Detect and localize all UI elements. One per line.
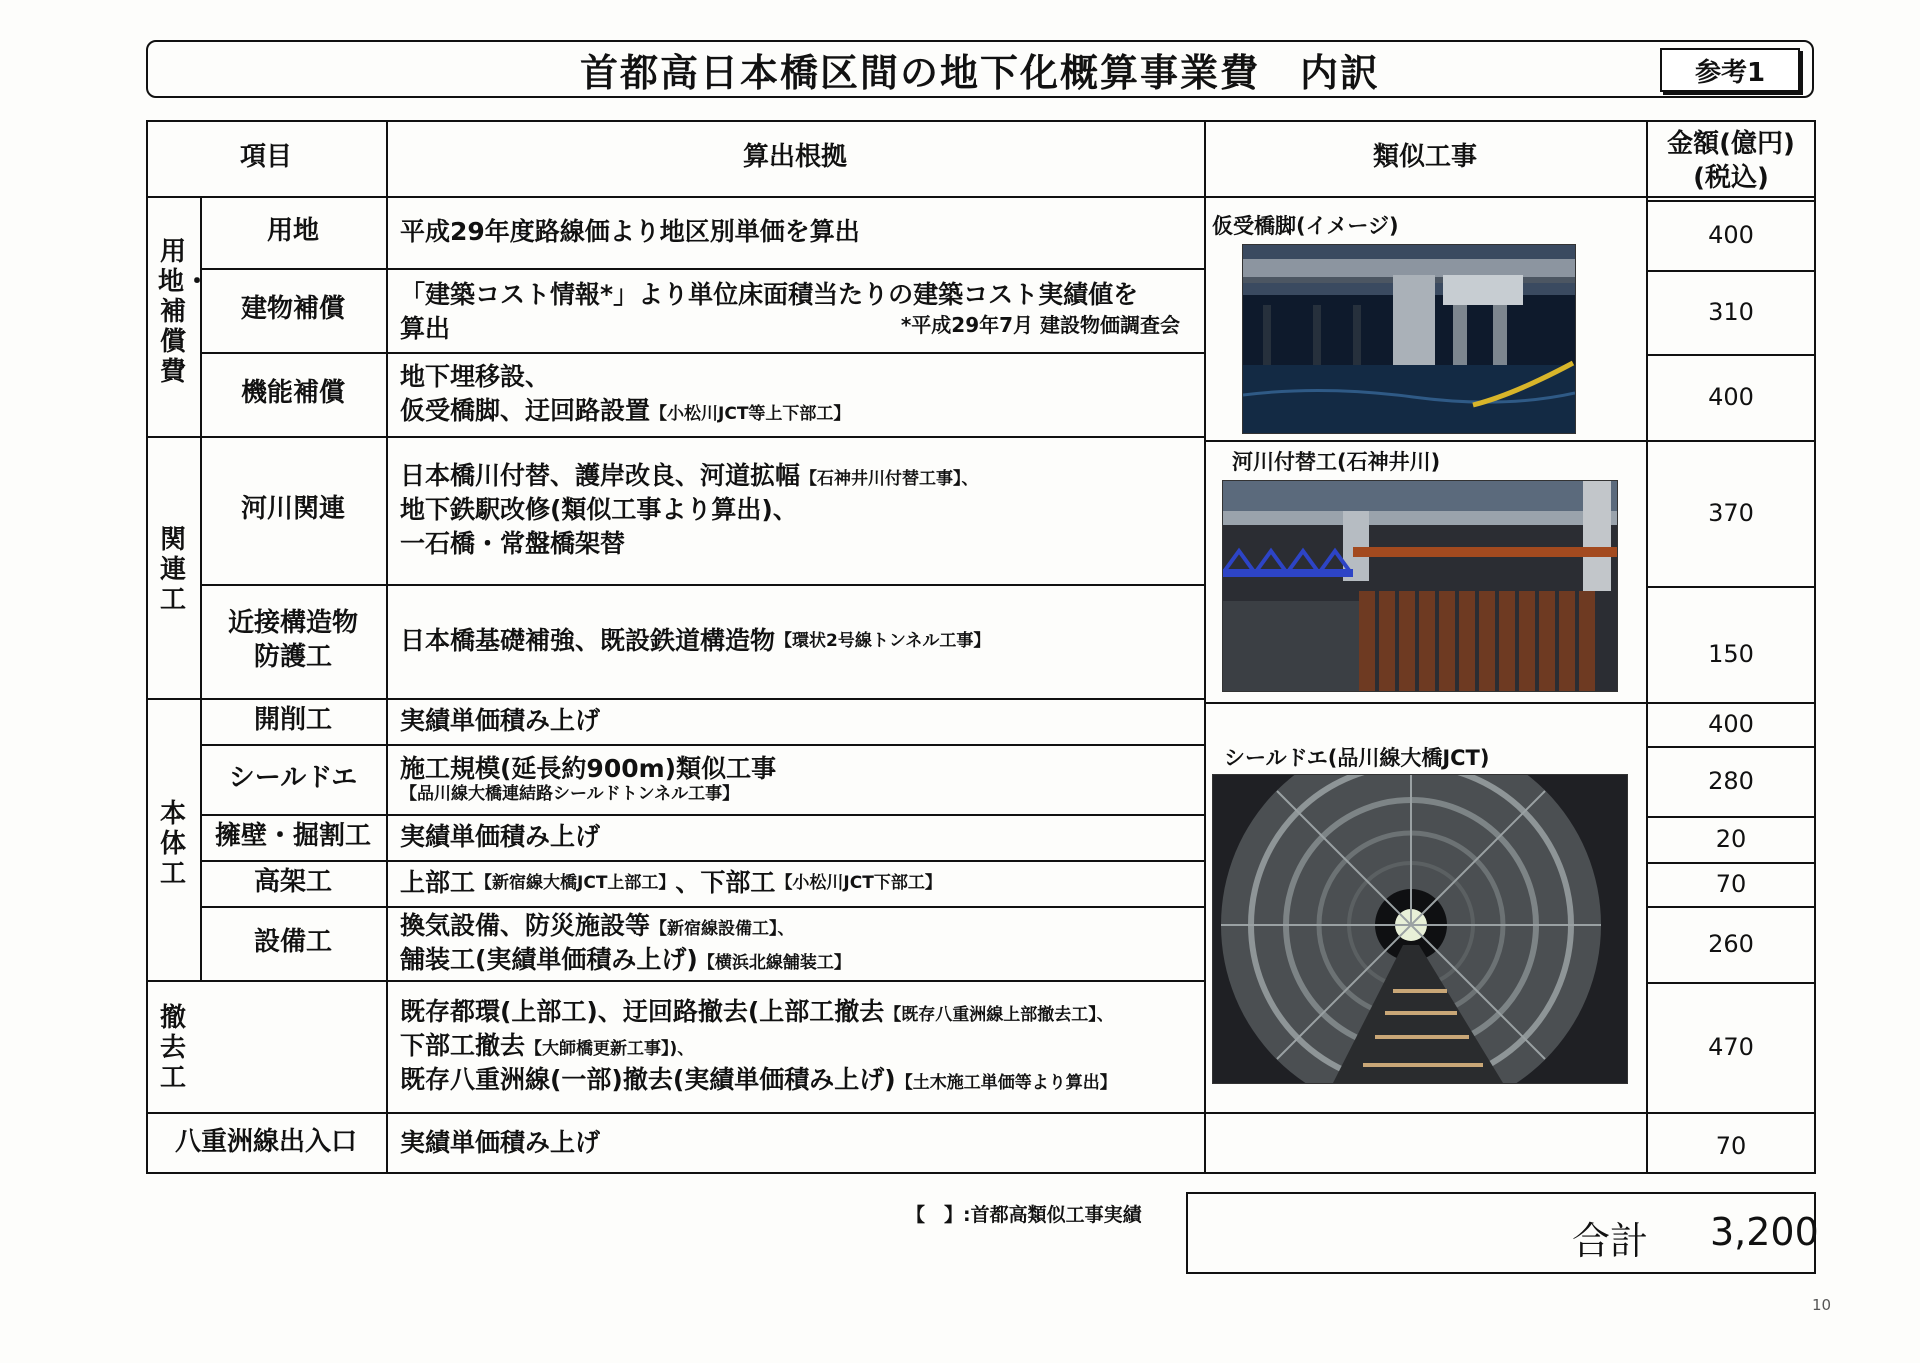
photo-caption: シールドエ(品川線大橋JCT) [1224, 742, 1489, 772]
item-label: 八重洲線出入口 [174, 1127, 357, 1158]
group-removal-works: 撤去工 [159, 1003, 186, 1093]
basis-line-wrap [400, 459, 979, 493]
item-label-line: 近接構造物 [227, 608, 358, 639]
photo-caption: 河川付替工(石神井川) [1232, 446, 1440, 476]
basis-text [386, 980, 1204, 1112]
basis-reference: 【新宿線大橋JCT上部工】 [475, 872, 676, 893]
group-related-works: 関連工 [159, 525, 186, 615]
basis-reference: 【品川線大橋連結路シールドトンネル工事】 [400, 784, 740, 804]
basis-line: 下部工撤去 [400, 1031, 526, 1061]
basis-line: 既存都環(上部工)、迂回路撤去(上部工撤去 [400, 997, 885, 1027]
basis-line: 舗装工(実績単価積み上げ) [400, 945, 698, 974]
shield-tunnel-photo [1212, 774, 1628, 1084]
river-realignment-image [1223, 481, 1617, 691]
amount-cell: 70 [1715, 1132, 1747, 1160]
basis-reference: 【既存八重洲線上部撤去工】、 [884, 1005, 1114, 1026]
item-label: 高架工 [253, 867, 332, 898]
basis-reference: 【小松川JCT等上下部工】 [650, 404, 851, 424]
group-main-works: 本体工 [159, 799, 186, 889]
divider [1204, 1112, 1646, 1114]
basis-line: 、下部工 [675, 868, 776, 898]
amount-cell: 400 [1708, 710, 1754, 738]
basis-line: 日本橋基礎補強、既設鉄道構造物 [400, 626, 776, 656]
amount-cell: 260 [1708, 930, 1754, 958]
basis-reference: 【大師橋更新工事】)、 [525, 1039, 695, 1060]
divider [1204, 702, 1646, 704]
basis-line-wrap [400, 995, 1114, 1029]
item-label [200, 584, 386, 698]
basis-text [386, 1112, 1204, 1174]
basis-line-wrap [400, 1029, 694, 1063]
basis-line: 実績単価積み上げ [400, 822, 601, 852]
basis-line: 既存八重洲線(一部)撤去(実績単価積み上げ) [400, 1064, 896, 1094]
header-similar-work: 類似工事 [1372, 142, 1477, 173]
basis-line: 換気設備、防災施設等 [400, 911, 651, 941]
item-label-line: 防護工 [253, 642, 332, 672]
basis-text [386, 352, 1204, 436]
item-label: 機能補償 [240, 378, 345, 409]
basis-text [386, 196, 1204, 268]
item-label: 用地 [266, 216, 319, 247]
basis-line-wrap [400, 394, 850, 428]
amount-cell: 20 [1715, 825, 1747, 853]
basis-line-wrap [400, 909, 795, 943]
basis-line: 施工規模(延長約900m)類似工事 [400, 753, 777, 783]
total-label: 合計 [1572, 1219, 1649, 1263]
basis-reference: 【環状2号線トンネル工事】 [775, 630, 991, 651]
basis-reference: 【新宿線設備工】、 [650, 919, 795, 940]
basis-text [386, 814, 1204, 860]
header-basis: 算出根拠 [742, 142, 847, 173]
amount-cell: 150 [1708, 640, 1754, 668]
basis-line: 一石橋・常盤橋架替 [400, 528, 626, 558]
page-number: 10 [1812, 1296, 1832, 1314]
header-amount-line2: (税込) [1693, 163, 1769, 193]
total-box [1186, 1192, 1819, 1274]
shield-tunnel-image [1213, 775, 1627, 1083]
amount-cell: 70 [1715, 870, 1747, 898]
reference-badge: 参考1 [1660, 48, 1800, 92]
amount-cell: 400 [1708, 221, 1754, 249]
amount-cell: 280 [1708, 767, 1754, 795]
header-amount [1646, 124, 1816, 200]
basis-line: 実績単価積み上げ [400, 706, 601, 736]
basis-text [386, 744, 1204, 814]
total-value: 3,200 [1710, 1210, 1819, 1254]
basis-reference: 【土木施工単価等より算出】 [895, 1072, 1117, 1093]
header-amount-line1: 金額(億円) [1667, 129, 1795, 160]
basis-reference: 【横浜北線舗装工】 [697, 953, 851, 973]
basis-line: 平成29年度路線価より地区別単価を算出 [400, 217, 860, 247]
basis-line: 「建築コスト情報*」より単位床面積当たりの建築コスト実績値を [400, 280, 1139, 310]
basis-line-wrap [400, 943, 851, 977]
temporary-pier-image [1243, 245, 1575, 433]
legend-note: 【 】:首都高類似工事実績 [906, 1204, 1142, 1226]
item-label: 建物補償 [240, 294, 345, 325]
amount-cell: 370 [1708, 499, 1754, 527]
basis-text [386, 272, 1204, 352]
divider [1204, 120, 1206, 1174]
group-land-compensation: 用地・補償費 [158, 237, 211, 387]
item-label: 擁壁・掘割工 [214, 821, 371, 852]
river-realignment-photo [1222, 480, 1618, 692]
item-label: シールドエ [228, 763, 358, 794]
basis-line: 地下埋移設、 [400, 362, 551, 392]
divider [1204, 440, 1646, 442]
temporary-pier-photo [1242, 244, 1576, 434]
basis-text [386, 906, 1204, 980]
basis-line: 上部工 [400, 868, 476, 898]
basis-text [386, 698, 1204, 744]
basis-text [386, 436, 1204, 584]
basis-reference: 【石神井川付替工事】、 [800, 469, 979, 490]
amount-cell: 310 [1708, 298, 1754, 326]
basis-line: 日本橋川付替、護岸改良、河道拡幅 [400, 461, 801, 491]
basis-text [386, 584, 1204, 698]
basis-reference: 【小松川JCT下部工】 [775, 872, 942, 893]
title-box [146, 40, 1814, 98]
amount-cell: 400 [1708, 383, 1754, 411]
item-label: 設備工 [253, 927, 332, 958]
basis-note: *平成29年7月 建設物価調査会 [900, 313, 1180, 337]
page-title: 首都高日本橋区間の地下化概算事業費 内訳 [579, 50, 1380, 95]
basis-text [386, 860, 1204, 906]
item-label: 開削工 [253, 705, 332, 736]
basis-line: 算出 [400, 314, 451, 343]
item-label: 河川関連 [240, 494, 345, 525]
amount-cell: 470 [1708, 1033, 1754, 1061]
basis-line-wrap [400, 1063, 1117, 1097]
basis-line: 実績単価積み上げ [400, 1128, 601, 1158]
basis-line: 仮受橋脚、迂回路設置 [400, 396, 651, 425]
basis-line: 地下鉄駅改修(類似工事より算出)、 [400, 495, 798, 525]
basis-line-wrap [400, 312, 1180, 346]
photo-caption: 仮受橋脚(イメージ) [1212, 210, 1399, 240]
header-item: 項目 [239, 142, 292, 173]
